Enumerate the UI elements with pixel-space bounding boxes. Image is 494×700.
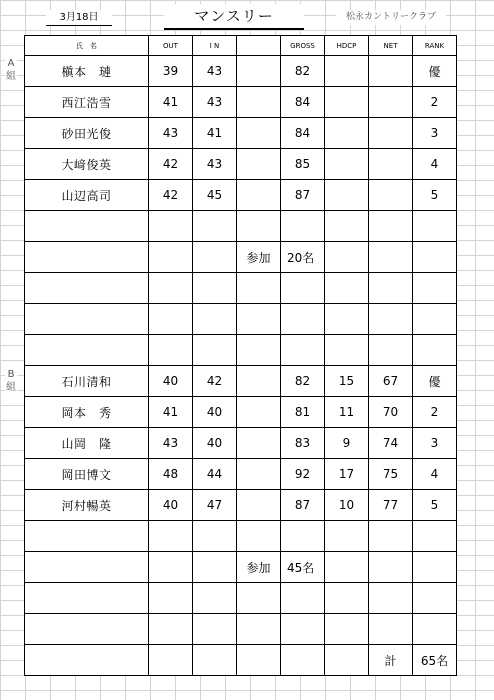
net-score — [369, 149, 413, 180]
score-table — [24, 35, 457, 676]
rank-value: 2 — [413, 397, 457, 428]
blank-cell — [237, 56, 281, 87]
out-score: 40 — [149, 366, 193, 397]
player-name: 砂田光俊 — [25, 118, 149, 149]
out-score: 41 — [149, 397, 193, 428]
player-name: 大﨑俊英 — [25, 149, 149, 180]
table-row — [25, 56, 457, 87]
in-score: 40 — [193, 397, 237, 428]
group-b-label: B組 — [6, 369, 16, 393]
net-score: 74 — [369, 428, 413, 459]
player-name: 石川清和 — [25, 366, 149, 397]
net-score: 67 — [369, 366, 413, 397]
empty-row — [25, 304, 457, 335]
player-name: 西江浩雪 — [25, 87, 149, 118]
total-count: 65名 — [413, 645, 457, 676]
blank-cell — [237, 180, 281, 211]
net-score — [369, 87, 413, 118]
in-score: 43 — [193, 149, 237, 180]
empty-row — [25, 211, 457, 242]
empty-row — [25, 273, 457, 304]
header-row — [25, 36, 457, 56]
total-label: 計 — [369, 645, 413, 676]
empty-row — [25, 335, 457, 366]
in-score: 44 — [193, 459, 237, 490]
hdcp-value: 15 — [325, 366, 369, 397]
table-row — [25, 180, 457, 211]
table-row — [25, 459, 457, 490]
table-row — [25, 118, 457, 149]
in-score: 47 — [193, 490, 237, 521]
participation-label: 参加 — [237, 242, 281, 273]
net-score: 77 — [369, 490, 413, 521]
hdcp-value — [325, 56, 369, 87]
hdcp-value: 9 — [325, 428, 369, 459]
total-row — [25, 645, 457, 676]
blank-cell — [237, 428, 281, 459]
table-row — [25, 149, 457, 180]
col-header-in: I N — [193, 36, 237, 56]
gross-score: 84 — [281, 87, 325, 118]
rank-value: 4 — [413, 149, 457, 180]
in-score: 43 — [193, 56, 237, 87]
date-label: 3月18日 — [46, 10, 112, 26]
blank-cell — [237, 397, 281, 428]
empty-row — [25, 521, 457, 552]
blank-cell — [237, 118, 281, 149]
blank-cell — [237, 459, 281, 490]
in-score: 41 — [193, 118, 237, 149]
page-title: マンスリー — [164, 4, 304, 30]
col-header-gross: GROSS — [281, 36, 325, 56]
out-score: 48 — [149, 459, 193, 490]
player-name: 槇本 璉 — [25, 56, 149, 87]
out-score: 42 — [149, 149, 193, 180]
participation-count: 45名 — [281, 552, 325, 583]
out-score: 40 — [149, 490, 193, 521]
participation-label: 参加 — [237, 552, 281, 583]
empty-row — [25, 583, 457, 614]
rank-value: 2 — [413, 87, 457, 118]
out-score: 39 — [149, 56, 193, 87]
col-header-blank — [237, 36, 281, 56]
in-score: 42 — [193, 366, 237, 397]
empty-row — [25, 614, 457, 645]
group-a-label: A組 — [6, 58, 16, 82]
gross-score: 82 — [281, 366, 325, 397]
participation-count: 20名 — [281, 242, 325, 273]
table-row — [25, 397, 457, 428]
out-score: 41 — [149, 87, 193, 118]
net-score: 70 — [369, 397, 413, 428]
gross-score: 87 — [281, 180, 325, 211]
gross-score: 83 — [281, 428, 325, 459]
player-name: 山辺高司 — [25, 180, 149, 211]
in-score: 43 — [193, 87, 237, 118]
table-row — [25, 87, 457, 118]
gross-score: 85 — [281, 149, 325, 180]
player-name: 岡田博文 — [25, 459, 149, 490]
gross-score: 87 — [281, 490, 325, 521]
rank-value: 4 — [413, 459, 457, 490]
rank-value: 優 — [413, 366, 457, 397]
rank-value: 3 — [413, 118, 457, 149]
player-name: 河村暢英 — [25, 490, 149, 521]
col-header-out: OUT — [149, 36, 193, 56]
table-row — [25, 366, 457, 397]
in-score: 45 — [193, 180, 237, 211]
participation-row-b — [25, 552, 457, 583]
in-score: 40 — [193, 428, 237, 459]
gross-score: 84 — [281, 118, 325, 149]
blank-cell — [237, 366, 281, 397]
blank-cell — [237, 490, 281, 521]
col-header-net: NET — [369, 36, 413, 56]
hdcp-value — [325, 118, 369, 149]
gross-score: 82 — [281, 56, 325, 87]
blank-cell — [237, 149, 281, 180]
gross-score: 81 — [281, 397, 325, 428]
out-score: 43 — [149, 118, 193, 149]
net-score — [369, 180, 413, 211]
rank-value: 5 — [413, 490, 457, 521]
player-name: 岡本 秀 — [25, 397, 149, 428]
table-row — [25, 490, 457, 521]
hdcp-value: 10 — [325, 490, 369, 521]
col-header-hdcp: HDCP — [325, 36, 369, 56]
rank-value: 5 — [413, 180, 457, 211]
net-score: 75 — [369, 459, 413, 490]
hdcp-value — [325, 149, 369, 180]
blank-cell — [237, 87, 281, 118]
net-score — [369, 118, 413, 149]
hdcp-value — [325, 87, 369, 118]
participation-row-a — [25, 242, 457, 273]
col-header-rank: RANK — [413, 36, 457, 56]
col-header-name: 氏 名 — [25, 36, 149, 56]
rank-value: 優 — [413, 56, 457, 87]
hdcp-value: 17 — [325, 459, 369, 490]
net-score — [369, 56, 413, 87]
rank-value: 3 — [413, 428, 457, 459]
hdcp-value — [325, 180, 369, 211]
out-score: 43 — [149, 428, 193, 459]
hdcp-value: 11 — [325, 397, 369, 428]
club-name: 松永カントリークラブ — [336, 10, 446, 25]
player-name: 山岡 隆 — [25, 428, 149, 459]
out-score: 42 — [149, 180, 193, 211]
gross-score: 92 — [281, 459, 325, 490]
table-row — [25, 428, 457, 459]
